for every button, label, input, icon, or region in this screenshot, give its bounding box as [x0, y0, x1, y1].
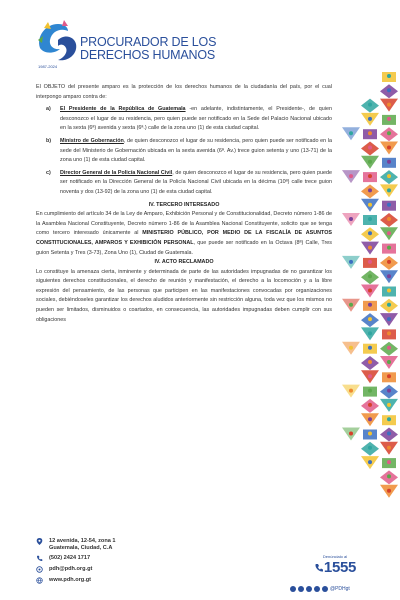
youtube-icon[interactable]	[314, 586, 320, 592]
mosaic-dot	[387, 289, 391, 293]
respondent-item-a	[36, 105, 332, 134]
mosaic-dot	[368, 346, 372, 350]
mosaic-dot	[368, 274, 372, 278]
mosaic-dot	[387, 446, 391, 450]
mosaic-dot	[368, 289, 372, 293]
mosaic-dot	[368, 417, 372, 421]
location-pin-icon	[36, 538, 43, 545]
social-handle: @PDHgt	[330, 586, 350, 592]
mosaic-dot	[368, 260, 372, 264]
acto-paragraph: Lo constituye la amenaza cierta, inminente y determinada de parte de las autoridades impugnadas de no garantizar los siguientes derechos constitucionales, el derecho de reunión y manifestación, el derecho a la locomoción y a la libre expresión del pensamiento, de las personas que participen en las manifestaciones convocadas por organizaciones sociales, debiéndoseles garantizar los derechos aludidos anteriormente sin restricción alguna, toda vez que los mismos no pueden ser limitados, disminuidos o coartados, en consecuencia, las autoridades impugnadas deben cumplir con sus obligaciones	[36, 268, 332, 323]
instagram-icon[interactable]	[298, 586, 304, 592]
mosaic-dot	[368, 160, 372, 164]
phone-icon	[36, 555, 43, 562]
twitter-icon[interactable]	[306, 586, 312, 592]
globe-icon	[36, 577, 43, 584]
footer	[0, 538, 400, 600]
item-text: -en adelante, indistintamente, el Presidente-, de quien desconozco el lugar de su residencia, pero quien puede ser notificado en la Sede del Palacio Nacional ubicado en la sexta (6ª) avenida y sexta (6ª.) calle de la zona uno (1) de esta ciudad capital.	[60, 106, 332, 132]
address-line2: Guatemala, Ciudad, C.A	[49, 545, 113, 551]
tercero-paragraph	[36, 210, 332, 258]
mosaic-dot	[368, 174, 372, 178]
mosaic-dot	[368, 432, 372, 436]
item-label: b)	[46, 137, 52, 144]
mosaic-dot	[368, 203, 372, 207]
mosaic-dot	[387, 460, 391, 464]
mosaic-dot	[349, 432, 353, 436]
mosaic-dot	[349, 217, 353, 221]
mosaic-dot	[387, 146, 391, 150]
mosaic-dot	[349, 131, 353, 135]
hotline-badge	[300, 554, 370, 577]
mosaic-dot	[368, 331, 372, 335]
mosaic-dot	[387, 360, 391, 364]
mosaic-dot	[387, 74, 391, 78]
decorative-mosaic	[338, 70, 400, 500]
mosaic-dot	[368, 374, 372, 378]
logo-title-line1: PROCURADOR DE LOS	[80, 35, 217, 49]
mosaic-dot	[387, 217, 391, 221]
mosaic-dot	[387, 131, 391, 135]
mosaic-dot	[368, 303, 372, 307]
mosaic-dot	[387, 417, 391, 421]
item-name: Ministro de Gobernación	[60, 137, 124, 144]
mosaic-dot	[387, 303, 391, 307]
mosaic-dot	[387, 160, 391, 164]
mosaic-dot	[387, 88, 391, 92]
mosaic-dot	[387, 403, 391, 407]
mosaic-dot	[387, 331, 391, 335]
hotline-number-text: 1555	[323, 559, 357, 576]
respondent-item-c	[36, 169, 332, 198]
mosaic-dot	[368, 103, 372, 107]
mosaic-dot	[387, 103, 391, 107]
facebook-icon[interactable]	[290, 586, 296, 592]
mosaic-dot	[368, 117, 372, 121]
footer-web[interactable]	[36, 577, 91, 584]
mosaic-dot	[368, 389, 372, 393]
footer-address	[36, 538, 116, 552]
mosaic-dot	[368, 446, 372, 450]
mosaic-dot	[368, 131, 372, 135]
mosaic-dot	[387, 489, 391, 493]
mosaic-dot	[387, 274, 391, 278]
mosaic-dot	[349, 389, 353, 393]
tercero-pre: En cumplimiento del artículo 34 de la Ley de Amparo, Exhibición Personal y de Constitucionalidad, Decreto número 1-86 de la Asamblea Nacional Constituyente, Decreto número 1-86 de la Asamblea Nacional Constituyente, solicito que se tenga como tercero interesado únicamente al	[36, 211, 332, 237]
at-sign-icon	[36, 566, 43, 573]
item-label: c)	[46, 169, 51, 176]
mosaic-dot	[387, 188, 391, 192]
hotline-number	[314, 559, 356, 576]
mosaic-dot	[368, 217, 372, 221]
mosaic-dot	[368, 460, 372, 464]
phone-number: (502) 2424 1717	[49, 555, 91, 561]
mosaic-dot	[368, 188, 372, 192]
mosaic-dot	[349, 303, 353, 307]
item-name: Director General de la Policía Nacional Civil	[60, 169, 173, 176]
mosaic-dot	[368, 231, 372, 235]
social-links	[290, 586, 350, 592]
mosaic-dot	[387, 317, 391, 321]
mosaic-dot	[368, 317, 372, 321]
respondent-item-b	[36, 137, 332, 166]
item-text: , de quien desconozco el lugar de su residencia, pero quien puede ser notificado en la Dirección General de la Policía Nacional Civil ubicada en la décima (10ª) calle trece guion noventa y dos (13-92) de la zona uno (1) de esta ciudad capital.	[60, 169, 332, 195]
heading-tercero-interesado: IV. TERCERO INTERESADO	[148, 201, 220, 208]
mosaic-dot	[387, 474, 391, 478]
pdh-logo	[34, 18, 217, 76]
mosaic-dot	[349, 346, 353, 350]
mosaic-dot	[349, 260, 353, 264]
mosaic-dot	[387, 260, 391, 264]
mosaic-dot	[387, 432, 391, 436]
heading-acto-reclamado: IV. ACTO RECLAMADO	[154, 259, 214, 266]
mosaic-dot	[368, 146, 372, 150]
intro-paragraph: El OBJETO del presente amparo es la protección de los derechos humanos de la ciudadanía del país, por el cual interpongo amparo contra de:	[36, 84, 332, 100]
logo-title	[80, 36, 216, 62]
footer-email[interactable]	[36, 566, 92, 573]
item-label: a)	[46, 106, 51, 113]
logo-emblem-icon	[34, 18, 80, 68]
tercero-post: , que puede ser notificado en la Octava (8ª) Calle, Tres guion Setenta y Tres (3-73), Zona Uno (1), Ciudad de Guatemala.	[36, 239, 332, 256]
mosaic-dot	[387, 203, 391, 207]
mosaic-dot	[387, 231, 391, 235]
mosaic-dot	[368, 246, 372, 250]
tiktok-icon[interactable]	[322, 586, 328, 592]
tercero-bold: MINISTERIO PÚBLICO, POR MEDIO DE LA FISCALÍA DE ASUNTOS CONSTITUCIONALES, AMPAROS Y EXHIBICIÓN PERSONAL	[36, 230, 332, 246]
mosaic-dot	[387, 117, 391, 121]
footer-phone	[36, 555, 90, 562]
item-name: El Presidente de la República de Guatemala	[60, 106, 186, 113]
item-text: , de quien desconozco el lugar de su residencia, pero quien puede ser notificado en la sede del Ministerio de Gobernación ubicada en la sexta avenida (6ª. Av.) trece guion setenta y uno (13-71) de la zona uno (1) de esta ciudad capital.	[60, 137, 332, 164]
address-line1: 12 avenida, 12-54, zona 1	[49, 538, 116, 544]
email-address[interactable]: pdh@pdh.org.gt	[49, 566, 93, 572]
hotline-caption: Denúncialo al	[322, 554, 348, 559]
mosaic-dot	[387, 346, 391, 350]
website-url[interactable]: www.pdh.org.gt	[49, 577, 92, 583]
document-body	[36, 83, 332, 325]
mosaic-dot	[368, 403, 372, 407]
logo-title-line2: DERECHOS HUMANOS	[80, 48, 216, 62]
mosaic-dot	[387, 246, 391, 250]
mosaic-dot	[368, 360, 372, 364]
mosaic-dot	[387, 389, 391, 393]
mosaic-dot	[387, 174, 391, 178]
logo-year: 1987-2024	[38, 64, 58, 69]
mosaic-dot	[387, 374, 391, 378]
mosaic-dot	[349, 174, 353, 178]
phone-icon	[314, 563, 324, 573]
